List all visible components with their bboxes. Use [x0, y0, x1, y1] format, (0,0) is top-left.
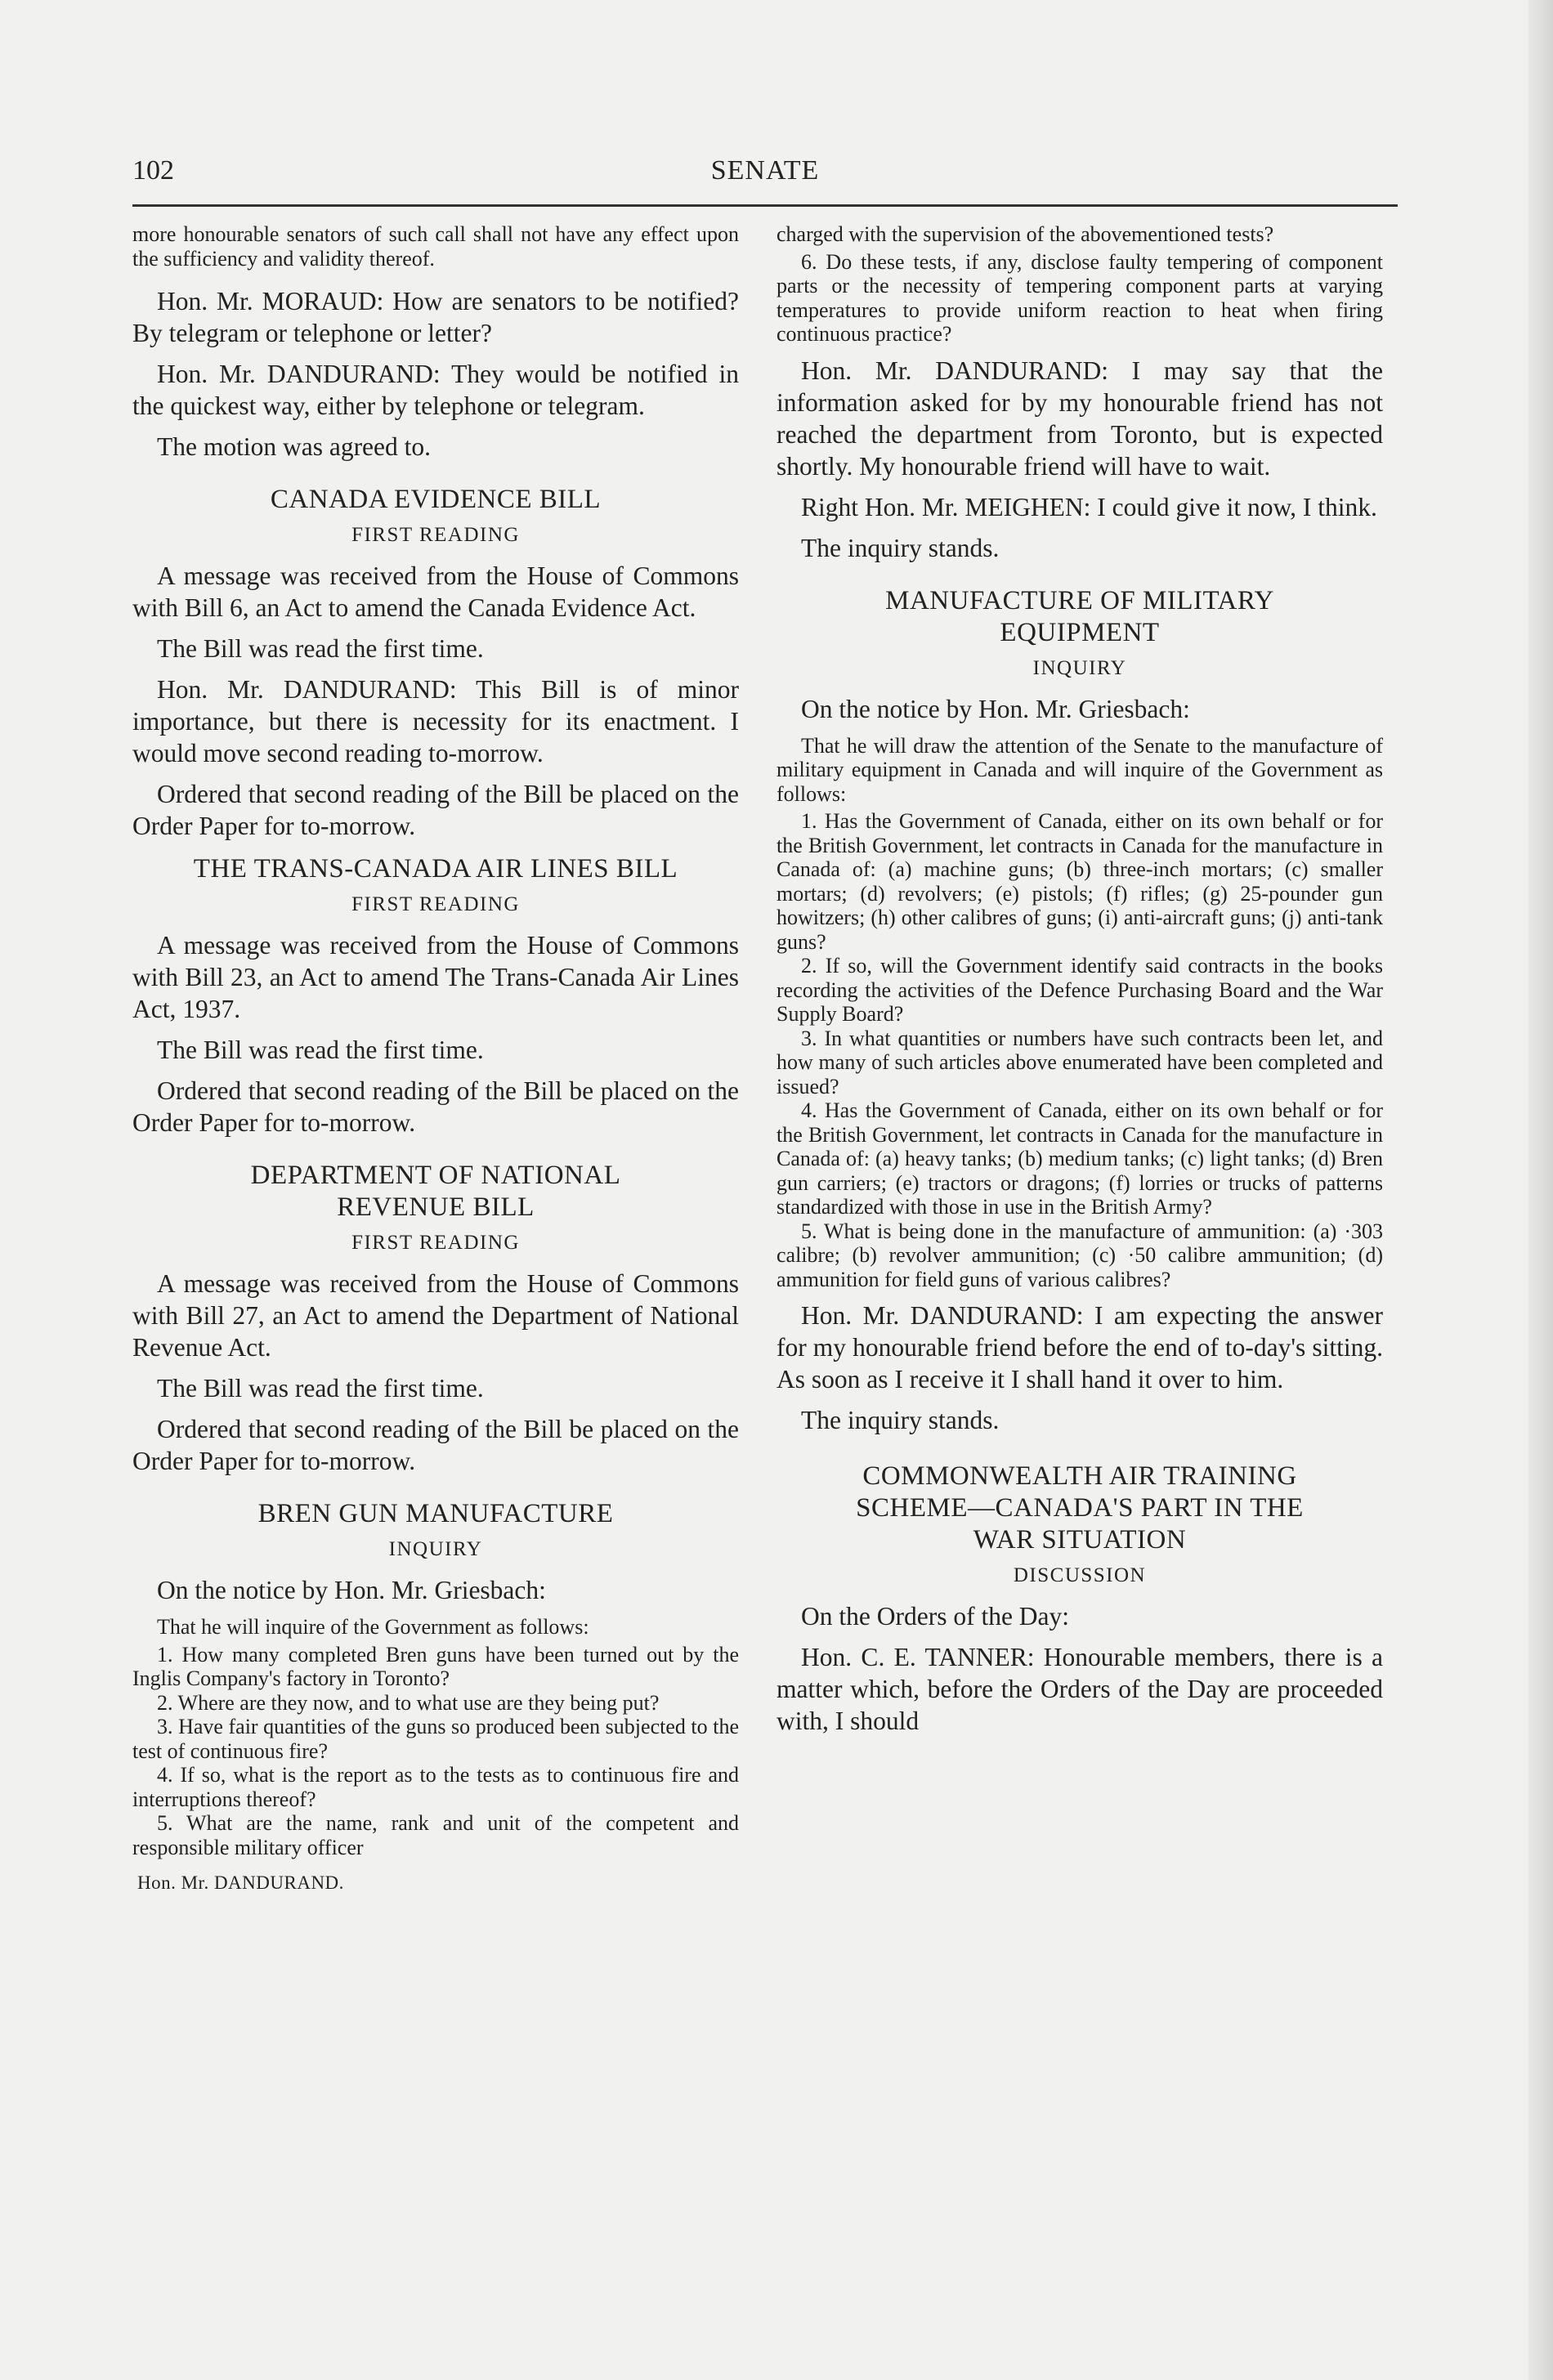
paragraph: A message was received from the House of Commons with Bill 6, an Act to amend the Canada Evidence Act. — [132, 561, 739, 622]
paragraph: Hon. C. E. TANNER: Honourable members, there is a matter which, before the Orders of the Day are proceeded with, I should — [776, 1643, 1383, 1735]
section-subtitle: DISCUSSION — [1013, 1564, 1147, 1586]
section-title: THE TRANS-CANADA AIR LINES BILL — [193, 854, 678, 884]
paragraph: That he will draw the attention of the Senate to the manufacture of military equipment in Canada and will inquire of the Government as follows: — [776, 733, 1383, 806]
page-edge — [1528, 0, 1553, 2380]
list-item: 6. Do these tests, if any, disclose faulty tempering of component parts or the necessity of tempering component parts at varying temperatures to provide uniform reaction to heat when firing continuous practice? — [776, 249, 1383, 346]
list-item: 2. Where are they now, and to what use are they being put? — [157, 1690, 660, 1715]
section-title: SCHEME—CANADA'S PART IN THE — [856, 1493, 1304, 1523]
paragraph: more honourable senators of such call shall not have any effect upon the sufficiency and validity thereof. — [132, 222, 739, 271]
section-title: DEPARTMENT OF NATIONAL — [250, 1161, 621, 1190]
paragraph: Hon. Mr. MORAUD: How are senators to be notified? By telegram or telephone or letter? — [132, 287, 739, 347]
list-item: 4. If so, what is the report as to the tests as to continuous fire and interruptions thereof? — [132, 1763, 739, 1811]
list-item: 2. If so, will the Government identify said contracts in the books recording the activities of the Defence Purchasing Board and the War Supply Board? — [776, 954, 1383, 1026]
section-subtitle: INQUIRY — [388, 1538, 483, 1560]
list-item: 3. In what quantities or numbers have such contracts been let, and how many of such articles above enumerated have been completed and issued? — [776, 1026, 1383, 1098]
section-title: MANUFACTURE OF MILITARY — [885, 585, 1274, 615]
page-header — [132, 155, 1398, 196]
paragraph: That he will inquire of the Government as follows: — [157, 1615, 589, 1639]
section-title: WAR SITUATION — [973, 1525, 1187, 1555]
paragraph: Ordered that second reading of the Bill be placed on the Order Paper for to-morrow. — [132, 780, 739, 840]
section-title: BREN GUN MANUFACTURE — [257, 1499, 614, 1528]
section-title: COMMONWEALTH AIR TRAINING — [862, 1461, 1297, 1491]
section-title: EQUIPMENT — [1000, 617, 1160, 647]
paragraph: Hon. Mr. DANDURAND: I may say that the information asked for by my honourable friend has not reached the department from Toronto, but is expected shortly. My honourable friend will have to wait. — [776, 356, 1383, 481]
list-item: 1. Has the Government of Canada, either on its own behalf or for the British Government, let contracts in Canada for the manufacture in Canada of: (a) machine guns; (b) three-inch mortars; (c) smaller mortars; (d) revolvers; (e) pistols; (f) rifles; (g) 25-pounder gun howitzers; (h) other calibres of guns; (i) anti-aircraft guns; (j) anti-tank guns? — [776, 809, 1383, 954]
list-item: 1. How many completed Bren guns have been turned out by the Inglis Company's factory in Toronto? — [132, 1642, 739, 1690]
section-subtitle: FIRST READING — [351, 524, 520, 546]
section-subtitle: INQUIRY — [1032, 656, 1127, 679]
paragraph: On the notice by Hon. Mr. Griesbach: — [157, 1576, 546, 1604]
right-column — [776, 222, 1383, 1746]
paragraph: A message was received from the House of Commons with Bill 27, an Act to amend the Department of National Revenue Act. — [132, 1269, 739, 1362]
section-title: REVENUE BILL — [337, 1192, 535, 1222]
paragraph: The Bill was read the first time. — [157, 634, 484, 663]
list-item: 4. Has the Government of Canada, either on its own behalf or for the British Government, let contracts in Canada for the manufacture in Canada of: (a) heavy tanks; (b) medium tanks; (c) light tanks; (d) Bren gun carriers; (e) tractors or dragons; (f) lorries or trucks of patterns standardized with those in use in the British Army? — [776, 1098, 1383, 1219]
paragraph: Hon. Mr. DANDURAND: They would be notified in the quickest way, either by telephone or telegram. — [132, 360, 739, 420]
paragraph: The inquiry stands. — [801, 1406, 1000, 1434]
paragraph: Ordered that second reading of the Bill be placed on the Order Paper for to-morrow. — [132, 1076, 739, 1137]
header-rule — [132, 204, 1398, 207]
page-footer-speaker: Hon. Mr. DANDURAND. — [137, 1872, 344, 1893]
paragraph: Right Hon. Mr. MEIGHEN: I could give it now, I think. — [801, 492, 1377, 521]
section-subtitle: FIRST READING — [351, 1232, 520, 1254]
running-head: SENATE — [710, 155, 820, 186]
paragraph: Ordered that second reading of the Bill be placed on the Order Paper for to-morrow. — [132, 1415, 739, 1475]
paragraph: Hon. Mr. DANDURAND: I am expecting the answer for my honourable friend before the end of to-day's sitting. As soon as I receive it I shall hand it over to him. — [776, 1301, 1383, 1394]
list-item: 5. What are the name, rank and unit of the competent and responsible military officer — [132, 1811, 739, 1859]
paragraph: The Bill was read the first time. — [157, 1036, 484, 1064]
paragraph: charged with the supervision of the abovementioned tests? — [776, 222, 1274, 246]
paragraph: The inquiry stands. — [801, 533, 1000, 562]
list-item: 5. What is being done in the manufacture of ammunition: (a) ·303 calibre; (b) revolver ammunition; (c) ·50 calibre ammunition; (d) ammunition for field guns of various calibres? — [776, 1219, 1383, 1291]
paragraph: The motion was agreed to. — [157, 432, 432, 461]
section-title: CANADA EVIDENCE BILL — [270, 485, 602, 514]
paragraph: The Bill was read the first time. — [157, 1374, 484, 1402]
left-column — [132, 222, 739, 1894]
page-number: 102 — [132, 155, 174, 186]
paragraph: A message was received from the House of Commons with Bill 23, an Act to amend The Trans-Canada Air Lines Act, 1937. — [132, 931, 739, 1023]
paragraph: On the notice by Hon. Mr. Griesbach: — [801, 694, 1190, 723]
paragraph: On the Orders of the Day: — [801, 1602, 1070, 1631]
list-item: 3. Have fair quantities of the guns so produced been subjected to the test of continuous fire? — [132, 1715, 739, 1763]
paragraph: Hon. Mr. DANDURAND: This Bill is of minor importance, but there is necessity for its enactment. I would move second reading to-morrow. — [132, 675, 739, 767]
section-subtitle: FIRST READING — [351, 893, 520, 915]
